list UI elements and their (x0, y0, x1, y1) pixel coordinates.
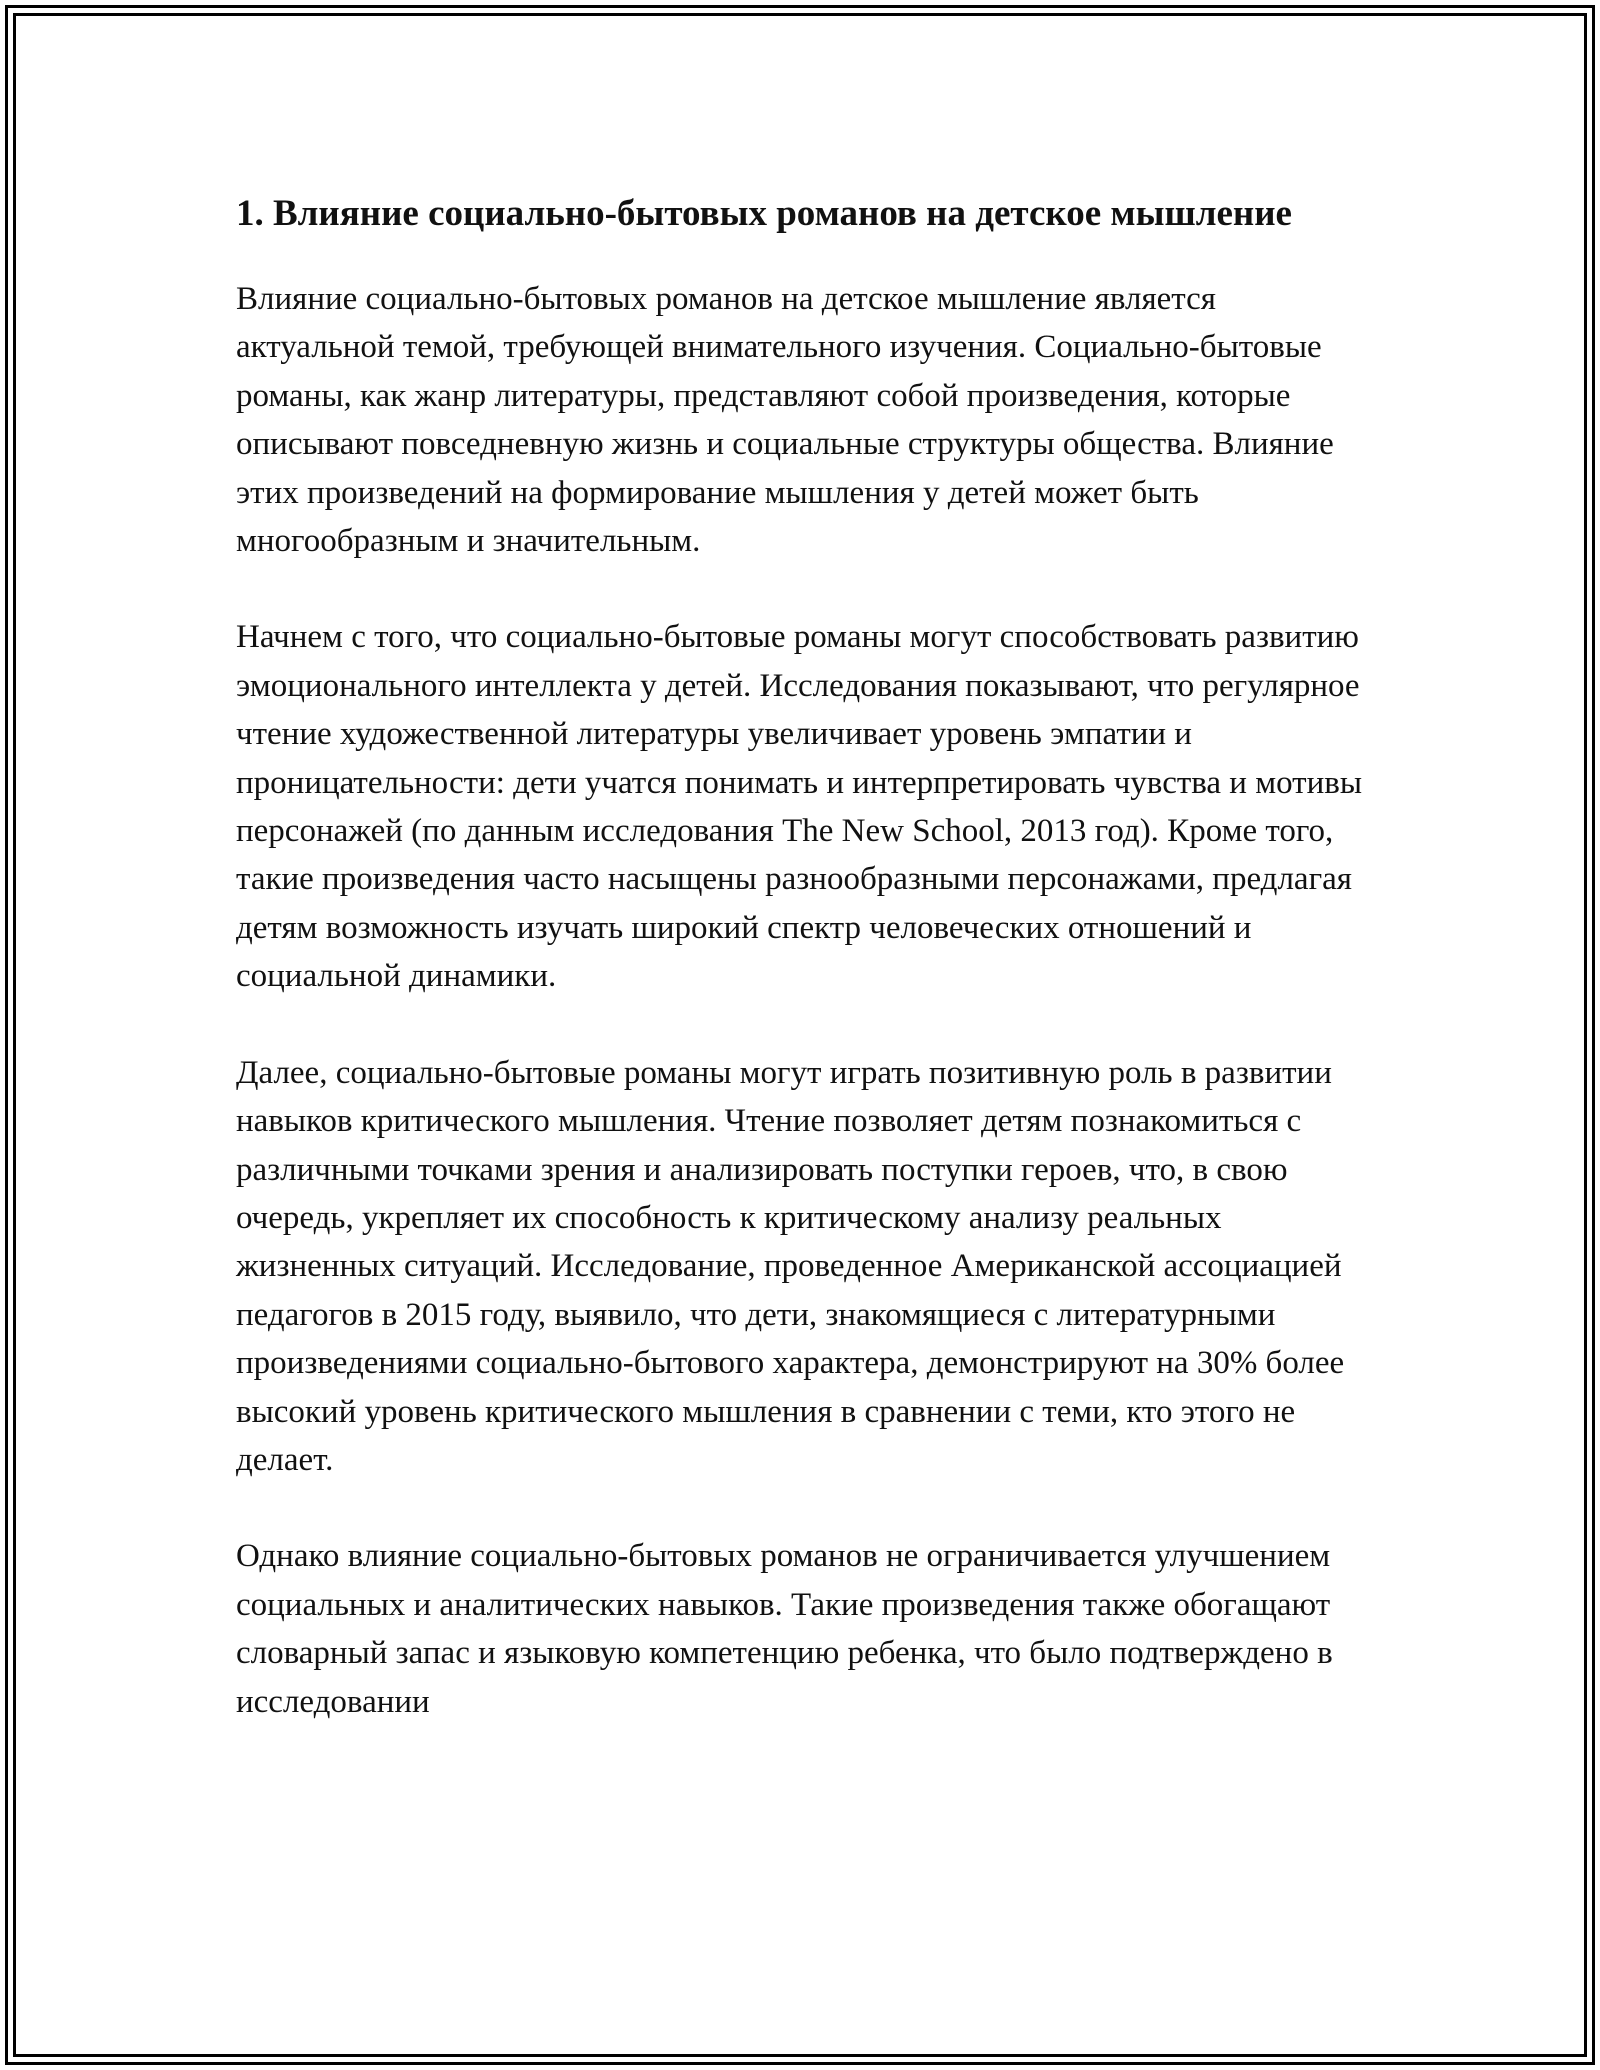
paragraph-4: Однако влияние социально-бытовых романов не ограничивается улучшением социальных и аналитических навыков. Такие произведения также обогащают словарный запас и языковую компетенцию ребенка, что было подтверждено в исследовании (236, 1538, 1333, 1720)
document-body (236, 186, 1366, 1774)
paragraph-2: Начнем с того, что социально-бытовые романы могут способствовать развитию эмоционального интеллекта у детей. Исследования показывают, что регулярное чтение художественной литературы увеличивает уровень эмпатии и проницательности: дети учатся понимать и интерпретировать чувства и мотивы персонажей (по данным исследования The New School, 2013 год). Кроме того, такие произведения часто насыщены разнообразными персонажами, предлагая детям возможность изучать широкий спектр человеческих отношений и социальной динамики. (236, 619, 1362, 995)
section-heading: 1. Влияние социально-бытовых романов на детское мышление (236, 193, 1292, 234)
paragraph-1: Влияние социально-бытовых романов на детское мышление является актуальной темой, требующей внимательного изучения. Социально-бытовые романы, как жанр литературы, представляют собой произведения, которые описывают повседневную жизнь и социальные структуры общества. Влияние этих произведений на формирование мышления у детей может быть многообразным и значительным. (236, 281, 1334, 560)
paragraph-3: Далее, социально-бытовые романы могут играть позитивную роль в развитии навыков критического мышления. Чтение позволяет детям познакомиться с различными точками зрения и анализировать поступки героев, что, в свою очередь, укрепляет их способность к критическому анализу реальных жизненных ситуаций. Исследование, проведенное Американской ассоциацией педагогов в 2015 году, выявило, что дети, знакомящиеся с литературными произведениями социально-бытового характера, демонстрируют на 30% более высокий уровень критического мышления в сравнении с теми, кто этого не делает. (236, 1054, 1345, 1478)
